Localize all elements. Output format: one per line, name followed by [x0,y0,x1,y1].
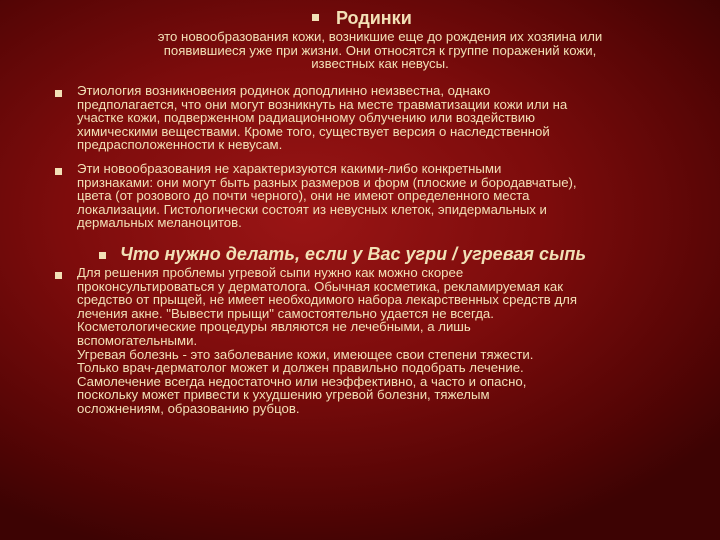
text-line: вспомогательными. [77,332,198,348]
text-line: Этиология возникновения родинок доподлинно неизвестна, однако [77,83,491,98]
text-line: осложнениям, образованию рубцов. [77,400,300,416]
text-line: Эти новообразования не характеризуются какими-либо конкретными [77,161,502,176]
text-line: появившиеся уже при жизни. Они относятся к группе поражений кожи, [163,42,597,58]
bullet-square-icon [55,272,62,279]
text-line: цвета (от розового до почти черного), они не имеют определенного места [77,188,530,204]
text-line: Угревая болезнь - это заболевание кожи, имеющее свои степени тяжести. [77,346,534,362]
acne-paragraph [77,266,577,416]
text-line: предполагается, что они могут возникнуть на месте травматизации кожи или на [77,96,568,112]
text-line: известных как невусы. [311,56,449,72]
text-line: Для решения проблемы угревой сыпи нужно как можно скорее [77,265,464,280]
section-title-acne: Что нужно делать, если у Вас угри / угревая сыпь [120,244,587,264]
intro-paragraph [80,30,680,71]
text-line: дермальных меланоцитов. [77,215,242,231]
text-line: средство от прыщей, не имеет необходимого набора лекарственных средств для [77,292,577,308]
text-line: локализации. Гистологически состоят из невусных клеток, эпидермальных и [77,201,547,217]
text-line: это новообразования кожи, возникшие еще до рождения их хозяина или [157,29,603,44]
bullet-square-icon [55,90,62,97]
text-line: проконсультироваться у дерматолога. Обычная косметика, рекламируемая как [77,278,563,294]
bullet-square-icon [99,252,106,259]
text-line: Косметологические процедуры являются не лечебными, а лишь [77,319,471,335]
text-line: химическими веществами. Кроме того, существует версия о наследственной [77,123,550,139]
text-line: поскольку может привести к ухудшению угревой болезни, тяжелым [77,387,490,403]
bullet-paragraph-etiology [77,84,567,152]
bullet-paragraph-features [77,162,577,230]
text-line: лечения акне. "Вывести прыщи" самостоятельно удается не всегда. [77,305,494,321]
section-title-moles: Родинки [336,8,412,28]
text-line: Только врач-дерматолог может и должен правильно подобрать лечение. [77,360,524,376]
bullet-square-icon [55,168,62,175]
text-line: Самолечение всегда недостаточно или неэффективно, а часто и опасно, [77,373,527,389]
text-line: признаками: они могут быть разных размеров и форм (плоские и бородавчатые), [77,174,577,190]
bullet-square-icon [312,14,319,21]
text-line: участке кожи, подверженном радиационному облучению или воздействию [77,110,536,126]
text-line: предрасположенности к невусам. [77,137,283,153]
